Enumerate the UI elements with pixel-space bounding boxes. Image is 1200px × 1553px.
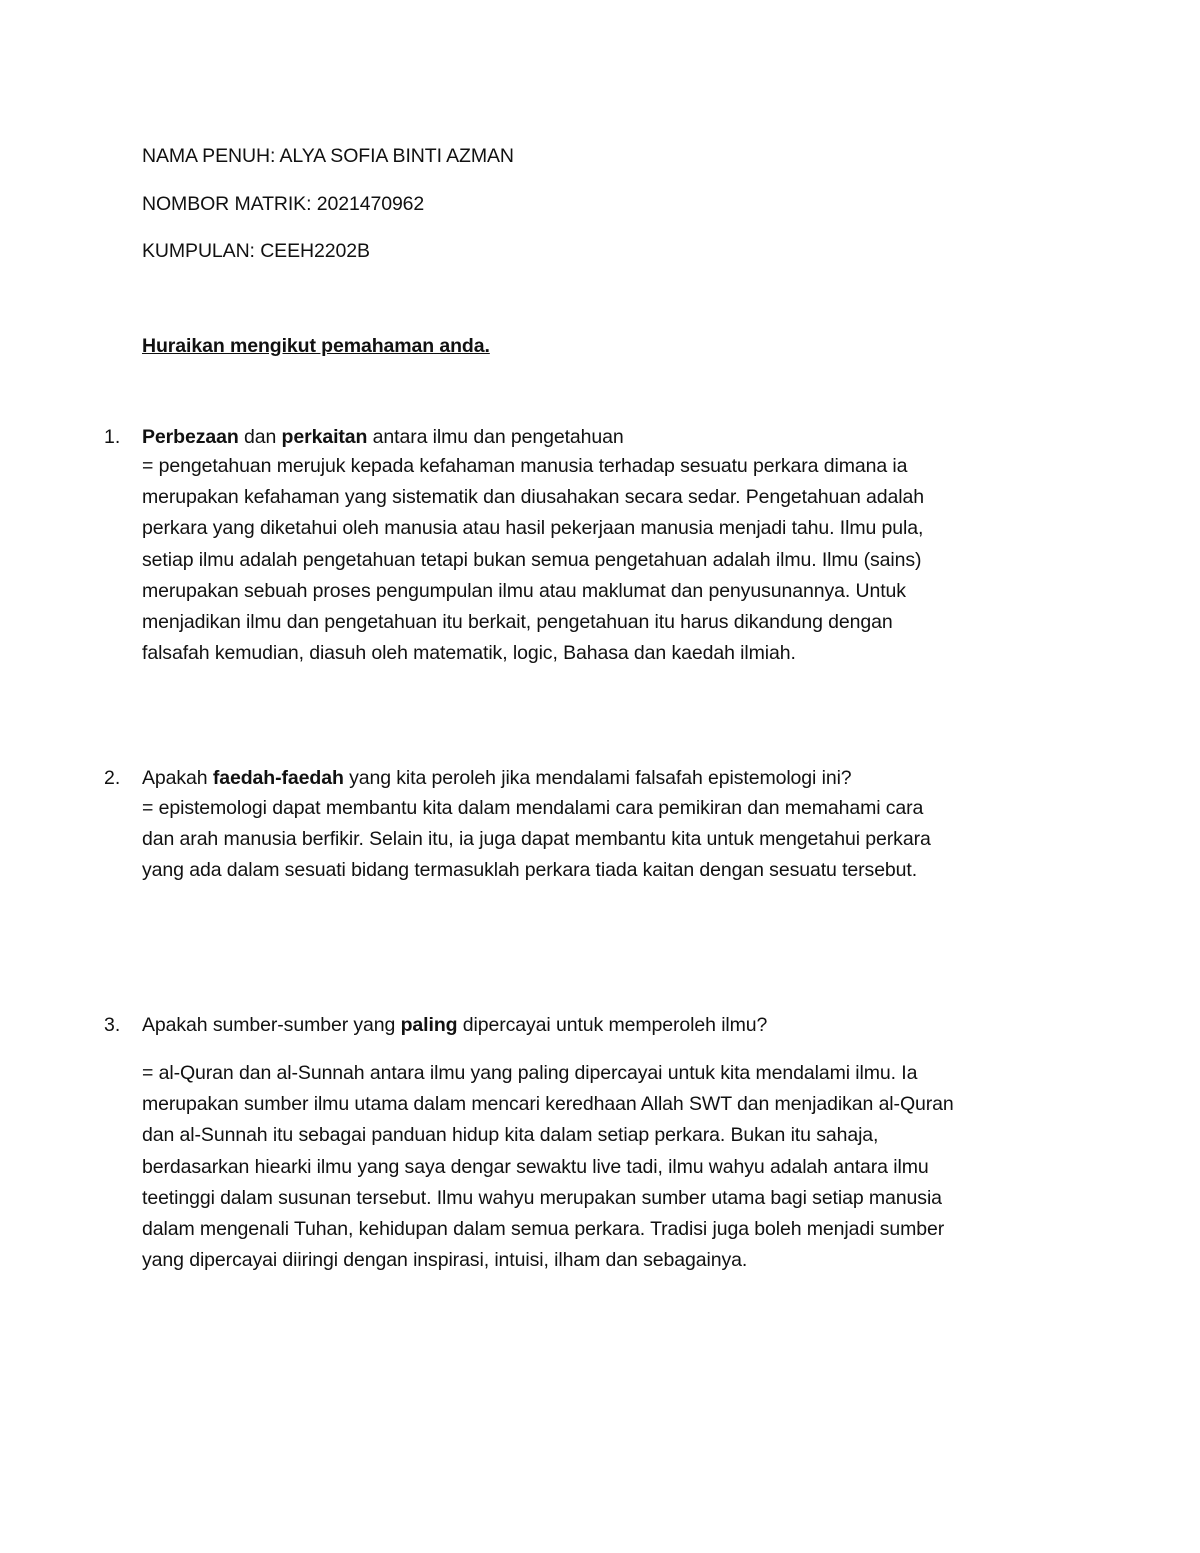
answer-1-line: perkara yang diketahui oleh manusia atau hasil pekerjaan manusia menjadi tahu. Ilmu pula, — [142, 517, 924, 540]
answer-3-line: merupakan sumber ilmu utama dalam mencari keredhaan Allah SWT dan menjadikan al-Quran — [142, 1093, 954, 1116]
answer-3-line: yang dipercayai diiringi dengan inspirasi, intuisi, ilham dan sebagainya. — [142, 1249, 748, 1272]
answer-1-line: menjadikan ilmu dan pengetahuan itu berkait, pengetahuan itu harus dikandung dengan — [142, 611, 893, 634]
question-2-pre: Apakah — [142, 767, 213, 789]
question-3-pre: Apakah sumber-sumber yang — [142, 1014, 401, 1036]
instruction-heading: Huraikan mengikut pemahaman anda. — [142, 335, 490, 357]
answer-2-line: dan arah manusia berfikir. Selain itu, ia juga dapat membantu kita untuk mengetahui perkara — [142, 828, 931, 851]
answer-2 — [142, 793, 1062, 887]
question-2-rest: yang kita peroleh jika mendalami falsafah epistemologi ini? — [343, 767, 852, 789]
question-3-rest: dipercayai untuk memperoleh ilmu? — [457, 1014, 768, 1036]
answer-1-line: falsafah kemudian, diasuh oleh matematik, logic, Bahasa dan kaedah ilmiah. — [142, 642, 796, 665]
answer-2-line: yang ada dalam sesuati bidang termasuklah perkara tiada kaitan dengan sesuatu tersebut. — [142, 859, 918, 882]
question-2-bold: faedah-faedah — [212, 767, 344, 789]
answer-3-line: = al-Quran dan al-Sunnah antara ilmu yang paling dipercayai untuk kita mendalami ilmu. Ia — [142, 1062, 918, 1084]
answer-1-line: merupakan kefahaman yang sistematik dan diusahakan secara sedar. Pengetahuan adalah — [142, 486, 924, 509]
answer-1-line: = pengetahuan merujuk kepada kefahaman manusia terhadap sesuatu perkara dimana ia — [142, 455, 908, 477]
answer-3-line: dalam mengenali Tuhan, kehidupan dalam semua perkara. Tradisi juga boleh menjadi sumber — [142, 1218, 945, 1241]
matric-number: NOMBOR MATRIK: 2021470962 — [142, 193, 425, 215]
full-name: NAMA PENUH: ALYA SOFIA BINTI AZMAN — [142, 145, 514, 167]
question-2-text — [142, 766, 852, 790]
group-code: KUMPULAN: CEEH2202B — [142, 240, 370, 262]
question-1-bold-perbezaan: Perbezaan — [142, 426, 239, 448]
question-number-2: 2. — [104, 767, 121, 789]
question-1-text — [142, 425, 624, 449]
question-1-rest: antara ilmu dan pengetahuan — [367, 426, 624, 448]
answer-3 — [142, 1058, 1062, 1276]
question-number-3: 3. — [104, 1014, 121, 1036]
question-1-bold-perkaitan: perkaitan — [281, 426, 368, 448]
answer-3-line: teetinggi dalam susunan tersebut. Ilmu wahyu merupakan sumber utama bagi setiap manusia — [142, 1186, 942, 1209]
answer-1-line: merupakan sebuah proses pengumpulan ilmu atau maklumat dan penyusunannya. Untuk — [142, 579, 906, 602]
answer-1 — [142, 451, 1062, 669]
question-3-text — [142, 1013, 767, 1037]
answer-2-line: = epistemologi dapat membantu kita dalam mendalami cara pemikiran dan memahami cara — [142, 797, 924, 819]
question-3-bold: paling — [400, 1014, 458, 1036]
question-1-connector: dan — [238, 426, 282, 448]
answer-1-line: setiap ilmu adalah pengetahuan tetapi bukan semua pengetahuan adalah ilmu. Ilmu (sains) — [142, 548, 922, 571]
question-number-1: 1. — [104, 426, 121, 448]
answer-3-line: dan al-Sunnah itu sebagai panduan hidup kita dalam setiap perkara. Bukan itu sahaja, — [142, 1124, 879, 1147]
answer-3-line: berdasarkan hiearki ilmu yang saya dengar sewaktu live tadi, ilmu wahyu adalah antara ilmu — [142, 1155, 929, 1178]
